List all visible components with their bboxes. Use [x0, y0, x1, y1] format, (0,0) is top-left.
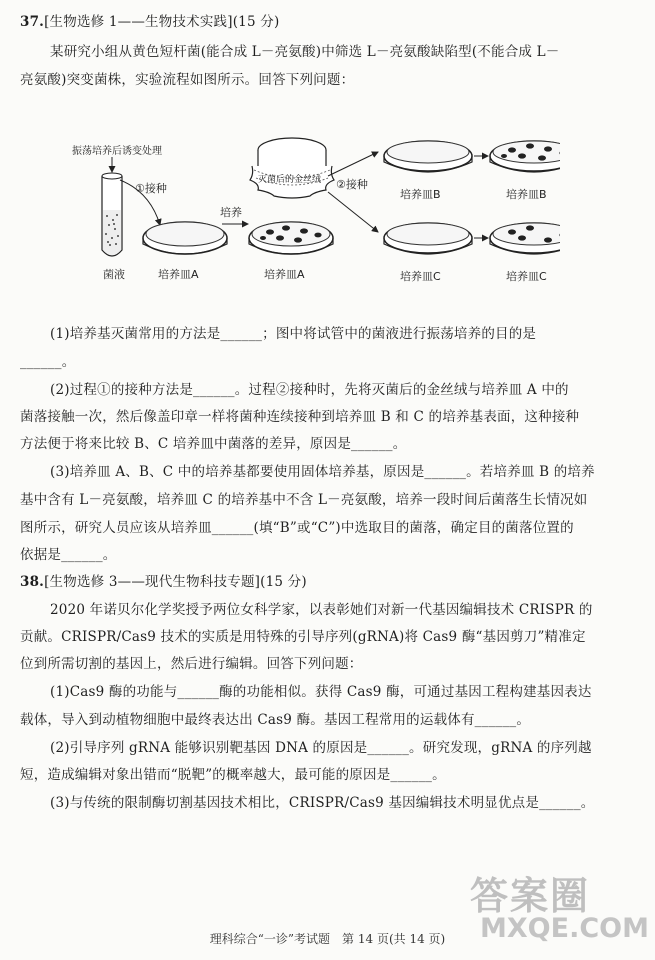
q38-number: 38. [20, 574, 45, 590]
plate-c1-label: 培养皿C [400, 270, 441, 283]
q37-part-2-line-2: 菌落接触一次，然后像盖印章一样将菌种连续接种到培养皿 B 和 C 的培养基表面，这种接种 [20, 409, 580, 425]
q37-part-3-line-3: 图所示，研究人员应该从培养皿______(填“B”或“C”)中选取目的菌落，确定目的菌落位置的 [20, 520, 574, 536]
plate-a1-label: 培养皿A [158, 268, 199, 281]
q37-number: 37. [20, 14, 45, 30]
q37-intro-line-1: 某研究小组从黄色短杆菌(能合成 L－亮氨酸)中筛选 L－亮氨酸缺陷型(不能合成 L－ [50, 44, 560, 60]
velvet-label: 灭菌后的金丝绒 [258, 175, 322, 185]
arrow-to-plate-c [328, 192, 378, 232]
q38-section-title: [生物选修 3——现代生物科技专题] [44, 574, 261, 590]
plate-b1-label: 培养皿B [400, 188, 441, 201]
petri-dish-a2-icon [249, 222, 333, 254]
petri-dish-a1-icon [143, 222, 227, 254]
q38-intro-line-2: 贡献。CRISPR/Cas9 技术的实质是用特殊的引导序列(gRNA)将 Cas9 酶“基因剪刀”精准定 [20, 629, 586, 645]
page-footer: 理科综合“一诊”考试题 第 14 页(共 14 页) [209, 932, 446, 946]
watermark-bottom: MXQE.COM [480, 913, 649, 944]
experiment-flow-diagram [60, 130, 560, 300]
q37-part-3-line-4: 依据是______。 [20, 547, 117, 563]
step2-label: ②接种 [336, 178, 368, 191]
q37-section-title: [生物选修 1——生物技术实践] [44, 14, 233, 30]
shake-mutagenesis-label: 振荡培养后诱变处理 [72, 146, 162, 157]
q38-part-2-line-2: 短，造成编辑对象出错而“脱靶”的概率越大，最可能的原因是______。 [20, 767, 446, 783]
q38-score: (15 分) [260, 574, 307, 590]
watermark-top: 答案圈 [470, 874, 591, 918]
q38-part-3-line-1: (3)与传统的限制酶切割基因技术相比，CRISPR/Cas9 基因编辑技术明显优点是______。 [50, 795, 595, 811]
petri-dish-c2-icon [490, 223, 560, 254]
q38-header [20, 572, 640, 592]
q37-part-1-line-2: ______。 [20, 354, 76, 370]
q37-part-2-line-1: (2)过程①的接种方法是______。过程②接种时，先将灭菌后的金丝绒与培养皿 A 中的 [50, 382, 569, 398]
q38-intro-line-1: 2020 年诺贝尔化学奖授予两位女科学家，以表彰她们对新一代基因编辑技术 CRISPR 的 [50, 602, 593, 618]
q37-part-3-line-2: 基中含有 L－亮氨酸，培养皿 C 的培养基中不含 L－亮氨酸，培养一段时间后菌落生长情况如 [20, 492, 588, 508]
q37-header [20, 12, 640, 32]
plate-b2-label: 培养皿B [506, 188, 547, 201]
culture-label: 培养 [220, 206, 242, 219]
petri-dish-b1-icon [384, 141, 472, 172]
petri-dish-c1-icon [384, 223, 472, 254]
q37-part-2-line-3: 方法便于将来比较 B、C 培养皿中菌落的差异，原因是______。 [20, 436, 407, 452]
arrow-to-plate-b [328, 152, 378, 176]
plate-c2-label: 培养皿C [506, 270, 547, 283]
q37-part-3-line-1: (3)培养皿 A、B、C 中的培养基都要使用固体培养基，原因是______。若培养皿 B 的培养 [50, 464, 595, 480]
q37-score: (15 分) [232, 14, 280, 30]
velvet-stamp-icon [250, 138, 334, 198]
plate-a2-label: 培养皿A [264, 268, 305, 281]
petri-dish-b2-icon [490, 141, 560, 172]
q38-intro-line-3: 位到所需切割的基因上，然后进行编辑。回答下列问题： [20, 656, 363, 672]
q38-part-1-line-2: 载体，导入到动植物细胞中最终表达出 Cas9 酶。基因工程常用的运载体有______。 [20, 712, 531, 728]
q38-part-1-line-1: (1)Cas9 酶的功能与______酶的功能相似。获得 Cas9 酶，可通过基因工程构建基因表达 [50, 684, 592, 700]
test-tube-icon [102, 173, 122, 256]
tube-label: 菌液 [103, 268, 125, 281]
step1-label: ①接种 [135, 182, 167, 195]
q37-intro-line-2: 亮氨酸)突变菌株，实验流程如图所示。回答下列问题： [20, 72, 355, 88]
q38-part-2-line-1: (2)引导序列 gRNA 能够识别靶基因 DNA 的原因是______。研究发现，gRNA 的序列越 [50, 740, 592, 756]
q37-part-1-line-1: (1)培养基灭菌常用的方法是______；图中将试管中的菌液进行振荡培养的目的是 [50, 326, 537, 342]
